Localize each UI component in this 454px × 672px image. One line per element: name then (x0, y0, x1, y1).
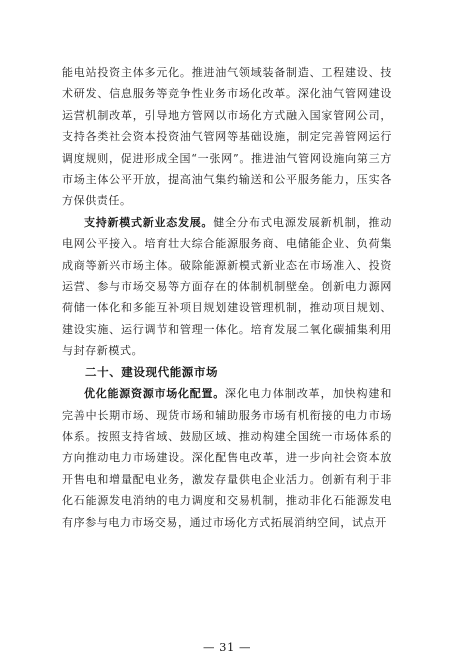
paragraph-text: 深化电力体制改革，加快构建和完善中长期市场、现货市场和辅助服务市场有机衔接的电力市场体系。按照支持省域、鼓励区域、推动构建全国统一市场体系的方向推动电力市场建设。深化配售电改革，进一步向社会资本放开售电和增量配电业务，激发存量供电企业活力。创新有利于非化石能源发电消纳的电力调度和交易机制，推动非化石能源发电有序参与电力市场交易，通过市场化方式拓展消纳空间，试点开 (62, 387, 392, 529)
section-heading: 二十、建设现代能源市场 (85, 364, 219, 379)
document-body (62, 62, 392, 533)
paragraph-continuation (62, 62, 392, 212)
paragraph-text: 健全分布式电源发展新机制，推动电网公平接入。培育壮大综合能源服务商、电储能企业、负荷集成商等新兴市场主体。破除能源新模式新业态在市场准入、投资运营、参与市场交易等方面存在的体制机制壁垒。创新电力源网荷储一体化和多能互补项目规划建设管理机制，推动项目规划、建设实施、运行调节和管理一体化。培育发展二氧化碳捕集利用与封存新模式。 (62, 215, 392, 358)
paragraph-text: 能电站投资主体多元化。推进油气领域装备制造、工程建设、技术研发、信息服务等竞争性业务市场化改革。深化油气管网建设运营机制改革，引导地方管网以市场化方式融入国家管网公司，支持各类社会资本投资油气管网等基础设施，制定完善管网运行调度规则，促进形成全国“一张网”。推进油气管网设施向第三方市场主体公平开放，提高油气集约输送和公平服务能力，压实各方保供责任。 (62, 66, 392, 208)
paragraph-lead-heading: 优化能源资源市场化配置。 (84, 387, 226, 401)
paragraph-market-allocation (62, 383, 392, 533)
paragraph-lead-heading: 支持新模式新业态发展。 (84, 215, 214, 229)
page-number: — 31 — (203, 640, 251, 654)
paragraph-new-business-models (62, 212, 392, 362)
